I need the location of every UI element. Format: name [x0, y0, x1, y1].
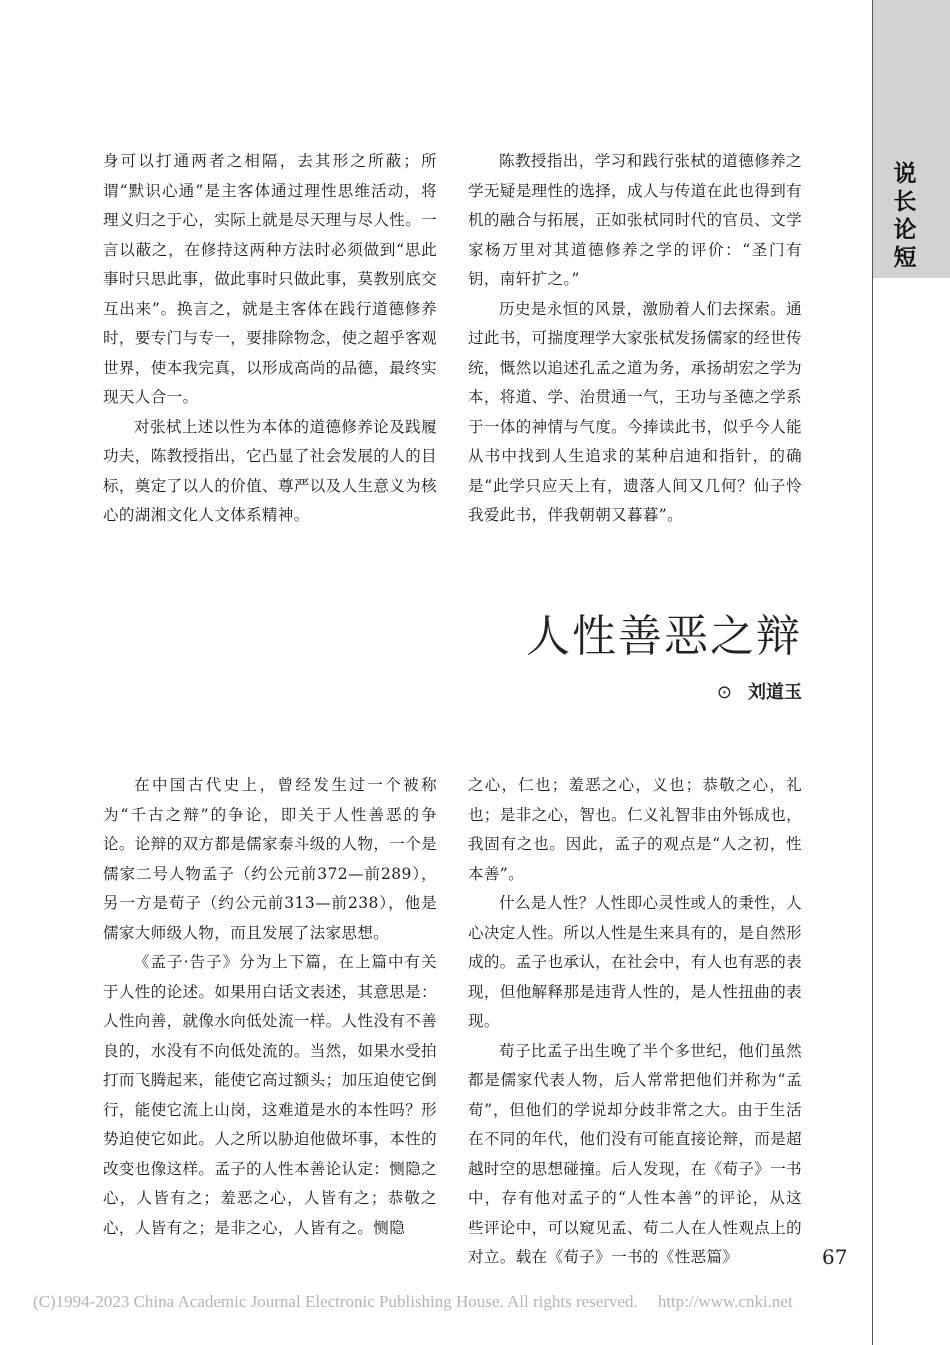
prev-article-column-2 [468, 147, 802, 531]
article-column-1 [103, 771, 437, 1243]
paragraph: 荀子比孟子出生晚了半个多世纪，他们虽然都是儒家代表人物，后人常常把他们并称为“孟荀”，但他们的学说却分歧非常之大。由于生活在不同的年代，他们没有可能直接论辩，而是超越时空的思想碰撞。后人发现，在《荀子》一书中，存有他对孟子的“人性本善”的评论，从这些评论中，可以窥见孟、荀二人在人性观点上的对立。载在《荀子》一书的《性恶篇》 [468, 1041, 802, 1266]
article-title: 人性善恶之辩 [526, 611, 802, 662]
page-number: 67 [822, 1245, 848, 1269]
paragraph: 陈教授指出，学习和践行张栻的道德修养之学无疑是理性的选择，成人与传道在此也得到有机的融合与拓展，正如张栻同时代的官员、文学家杨万里对其道德修养之学的评价：“圣门有钥，南轩扩之。” [468, 152, 802, 288]
author-name: 刘道玉 [748, 682, 802, 703]
author-mark: ⊙ [716, 682, 732, 703]
paragraph: 之心，仁也；羞恶之心，义也；恭敬之心，礼也；是非之心，智也。仁义礼智非由外铄成也，我固有之也。因此，孟子的观点是“人之初，性本善”。 [468, 776, 802, 883]
paragraph: 什么是人性？人性即心灵性或人的秉性，人心决定人性。所以人性是生来具有的，是自然形成的。孟子也承认，在社会中，有人也有恶的表现，但他解释那是违背人性的，是人性扭曲的表现。 [468, 894, 802, 1030]
article-column-2 [468, 771, 802, 1273]
prev-article-column-1 [103, 147, 437, 531]
section-label: 说长论短 [893, 161, 917, 271]
paragraph: 身可以打通两者之相隔，去其形之所蔽；所谓“默识心通”是主客体通过理性思维活动，将理义归之于心，实际上就是尽天理与尽人性。一言以蔽之，在修持这两种方法时必须做到“思此事时只思此事，做此事时只做此事，莫教别底交互出来”。换言之，就是主客体在践行道德修养时，要专门与专一，要排除物念，使之超乎客观世界，使本我完真，以形成高尚的品德，最终实现天人合一。 [103, 152, 437, 406]
copyright-notice [33, 1292, 793, 1312]
copyright-text: (C)1994-2023 China Academic Journal Electronic Publishing House. All rights reserved. [33, 1292, 638, 1311]
margin-rule [872, 278, 873, 1345]
source-url: http://www.cnki.net [657, 1292, 793, 1311]
paragraph: 在中国古代史上，曾经发生过一个被称为“千古之辩”的争论，即关于人性善恶的争论。论辩的双方都是儒家泰斗级的人物，一个是儒家二号人物孟子（约公元前372—前289），另一方是荀子（约公元前313—前238），他是儒家大师级人物，而且发展了法家思想。 [103, 776, 437, 942]
paragraph: 历史是永恒的风景，激励着人们去探索。通过此书，可揣度理学大家张栻发扬儒家的经世传统，慨然以追述孔孟之道为务，承扬胡宏之学为本，将道、学、治贯通一气，王功与圣德之学系于一体的神情与气度。今捧读此书，似乎今人能从书中找到人生追求的某种启迪和指针，的确是“此学只应天上有，遗落人间又几何？仙子怜我爱此书，伴我朝朝又暮暮”。 [468, 299, 802, 524]
byline [717, 678, 802, 704]
paragraph: 《孟子·告子》分为上下篇，在上篇中有关于人性的论述。如果用白话文表述，其意思是：人性向善，就像水向低处流一样。人性没有不善良的，水没有不向低处流的。当然，如果水受拍打而飞腾起来，能使它高过额头；加压迫使它倒行，能使它流上山岗，这难道是水的本性吗？形势迫使它如此。人之所以胁迫他做坏事，本性的改变也像这样。孟子的人性本善论认定：恻隐之心，人皆有之；羞恶之心，人皆有之；恭敬之心，人皆有之；是非之心，人皆有之。恻隐 [103, 953, 437, 1237]
paragraph: 对张栻上述以性为本体的道德修养论及践履功夫，陈教授指出，它凸显了社会发展的人的目标，奠定了以人的价值、尊严以及人生意义为核心的湖湘文化人文体系精神。 [103, 417, 437, 524]
